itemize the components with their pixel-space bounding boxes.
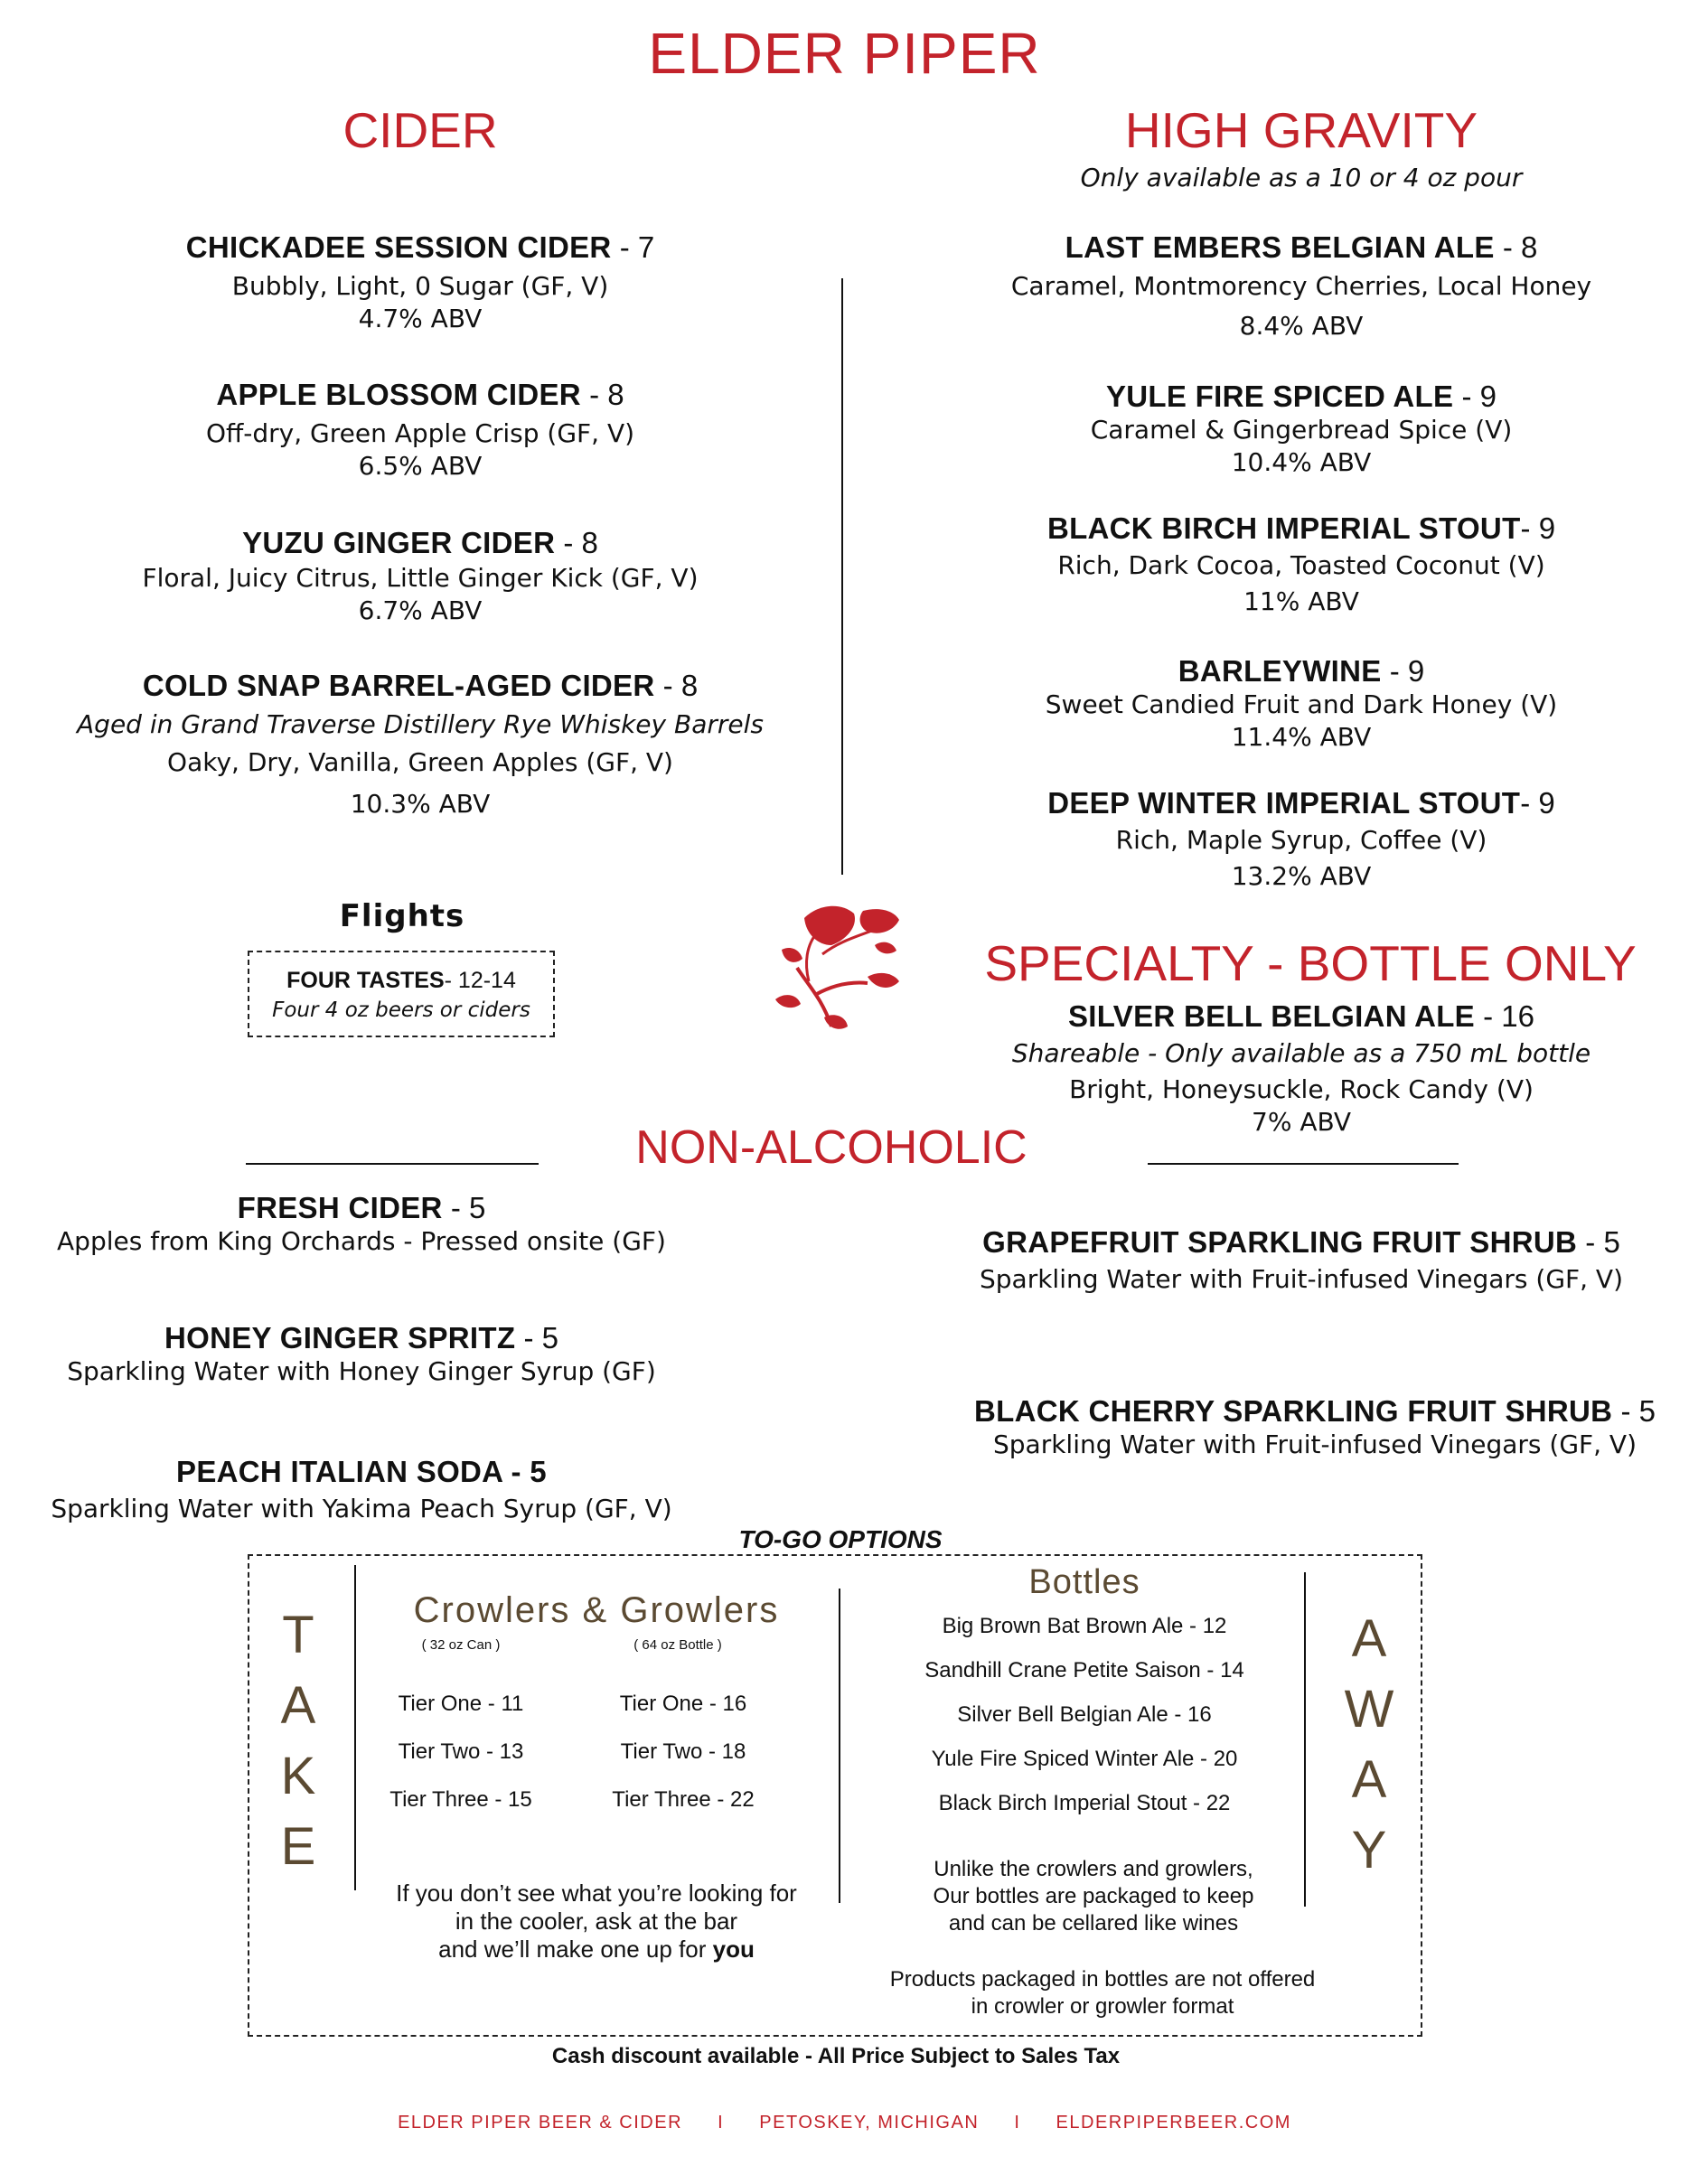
footer-separator: I <box>718 2113 725 2132</box>
item-price: - 5 <box>1612 1394 1656 1428</box>
flights-price: - 12-14 <box>444 968 516 993</box>
footer-separator: I <box>1014 2113 1021 2132</box>
crowler-tier: Tier One - 11 <box>398 1692 524 1716</box>
flights-desc: Four 4 oz beers or ciders <box>272 998 530 1022</box>
take-letter: T <box>282 1606 314 1664</box>
menu-item <box>36 230 804 335</box>
high-gravity-subtitle: Only available as a 10 or 4 oz pour <box>1080 163 1523 192</box>
footer-location: PETOSKEY, MICHIGAN <box>759 2113 980 2132</box>
footer-brand: ELDER PIPER BEER & CIDER <box>398 2113 683 2132</box>
item-abv: 4.7% ABV <box>358 304 483 333</box>
brand-title: ELDER PIPER <box>648 21 1041 86</box>
bottle-item: Silver Bell Belgian Ale - 16 <box>957 1702 1212 1727</box>
item-note: Aged in Grand Traverse Distillery Rye Whiskey Barrels <box>77 709 764 739</box>
item-price: - 5 <box>515 1321 558 1354</box>
footer <box>0 2113 1689 2133</box>
item-price: - 9 <box>1520 511 1556 545</box>
item-name: HONEY GINGER SPRITZ <box>164 1321 516 1354</box>
menu-item <box>36 669 804 820</box>
item-price: - 7 <box>611 230 655 264</box>
note-line: in the cooler, ask at the bar <box>455 1907 738 1935</box>
column-divider <box>841 278 843 875</box>
divider-line <box>246 1163 539 1165</box>
take-vertical <box>271 1605 325 1887</box>
flights-heading: Flights <box>339 898 465 934</box>
menu-item <box>931 654 1672 754</box>
cash-discount-note: Cash discount available - All Price Subject to Sales Tax <box>551 2044 1121 2068</box>
footer-website[interactable]: ELDERPIPERBEER.COM <box>1056 2113 1291 2132</box>
menu-item <box>36 1191 687 1258</box>
menu-item <box>931 786 1672 893</box>
item-abv: 11% ABV <box>1243 586 1359 616</box>
item-desc: Rich, Maple Syrup, Coffee (V) <box>1115 825 1487 855</box>
item-desc: Bright, Honeysuckle, Rock Candy (V) <box>1069 1074 1534 1104</box>
item-price: - 9 <box>1520 786 1555 820</box>
crowler-size: ( 32 oz Can ) <box>421 1637 501 1653</box>
item-name: DEEP WINTER IMPERIAL STOUT <box>1047 786 1521 820</box>
item-name: GRAPEFRUIT SPARKLING FRUIT SHRUB <box>982 1225 1578 1259</box>
item-price: - 9 <box>1453 380 1497 413</box>
item-price: - 5 <box>1577 1225 1620 1259</box>
bottle-item: Sandhill Crane Petite Saison - 14 <box>924 1658 1244 1683</box>
item-abv: 11.4% ABV <box>1231 722 1372 752</box>
to-go-divider <box>1304 1572 1306 1907</box>
item-price: - 8 <box>654 669 699 702</box>
item-name: PEACH ITALIAN SODA - 5 <box>176 1455 547 1488</box>
away-vertical <box>1342 1608 1396 1890</box>
note-emphasis: you <box>712 1936 755 1963</box>
item-abv: 10.4% ABV <box>1231 447 1372 477</box>
item-abv: 13.2% ABV <box>1231 861 1372 891</box>
bottle-item: Black Birch Imperial Stout - 22 <box>938 1791 1231 1815</box>
item-price: - 9 <box>1381 654 1425 688</box>
item-desc: Sparkling Water with Fruit-infused Vinegars (GF, V) <box>992 1429 1637 1459</box>
item-note: Shareable - Only available as a 750 mL bottle <box>1011 1038 1591 1068</box>
note-line: and we’ll make one up for <box>438 1936 713 1963</box>
menu-item <box>931 511 1672 618</box>
item-name: YULE FIRE SPICED ALE <box>1105 380 1454 413</box>
ask-at-bar-note <box>361 1879 831 1964</box>
item-name: COLD SNAP BARREL-AGED CIDER <box>142 669 655 702</box>
away-letter: A <box>1351 1609 1387 1668</box>
note-line: in crowler or growler format <box>971 1994 1234 2019</box>
item-abv: 7% ABV <box>1252 1107 1351 1137</box>
item-name: APPLE BLOSSOM CIDER <box>216 378 581 411</box>
item-price: - 16 <box>1474 999 1535 1033</box>
take-letter: A <box>280 1676 316 1735</box>
menu-item <box>922 1225 1681 1296</box>
flights-name: FOUR TASTES <box>286 968 445 993</box>
menu-item <box>922 1394 1689 1461</box>
crowler-tier: Tier Three - 15 <box>389 1787 532 1812</box>
cider-heading: CIDER <box>342 102 498 158</box>
specialty-heading: SPECIALTY - BOTTLE ONLY <box>984 935 1637 991</box>
item-desc: Off-dry, Green Apple Crisp (GF, V) <box>205 418 635 448</box>
menu-item <box>36 378 804 483</box>
crowler-tier: Tier Two - 13 <box>398 1739 524 1764</box>
growler-tier: Tier One - 16 <box>619 1692 747 1716</box>
item-desc: Caramel, Montmorency Cherries, Local Honey <box>1010 271 1592 301</box>
item-desc: Apples from King Orchards - Pressed onsite (GF) <box>57 1226 666 1256</box>
item-desc: Sparkling Water with Fruit-infused Vinegars (GF, V) <box>979 1264 1624 1294</box>
note-line: Products packaged in bottles are not offered <box>889 1967 1316 1992</box>
item-price: - 5 <box>442 1191 486 1224</box>
bottle-item: Big Brown Bat Brown Ale - 12 <box>942 1614 1227 1638</box>
note-line: Unlike the crowlers and growlers, <box>934 1857 1253 1881</box>
item-desc: Sparkling Water with Yakima Peach Syrup (GF, V) <box>51 1494 672 1523</box>
non-alcoholic-heading: NON-ALCOHOLIC <box>635 1121 1027 1174</box>
flights-box <box>248 951 555 1037</box>
divider-line <box>1148 1163 1459 1165</box>
item-name: BLACK CHERRY SPARKLING FRUIT SHRUB <box>974 1394 1613 1428</box>
menu-item <box>36 1321 687 1388</box>
crowlers-heading: Crowlers & Growlers <box>413 1590 780 1630</box>
item-desc: Bubbly, Light, 0 Sugar (GF, V) <box>231 271 609 301</box>
item-desc: Caramel & Gingerbread Spice (V) <box>1090 415 1513 445</box>
menu-item <box>931 380 1672 479</box>
high-gravity-heading: HIGH GRAVITY <box>1124 102 1478 158</box>
item-price: - 8 <box>1494 230 1538 264</box>
item-desc: Rich, Dark Cocoa, Toasted Coconut (V) <box>1057 550 1545 580</box>
item-name: YUZU GINGER CIDER <box>242 526 556 559</box>
item-name: LAST EMBERS BELGIAN ALE <box>1065 230 1495 264</box>
growler-size: ( 64 oz Bottle ) <box>633 1637 722 1653</box>
item-name: SILVER BELL BELGIAN ALE <box>1067 999 1475 1033</box>
growler-tier: Tier Three - 22 <box>612 1787 755 1812</box>
away-letter: A <box>1351 1750 1387 1809</box>
item-name: FRESH CIDER <box>237 1191 443 1224</box>
menu-item <box>931 230 1672 342</box>
growler-tier: Tier Two - 18 <box>620 1739 746 1764</box>
note-line: If you don’t see what you’re looking for <box>396 1879 797 1907</box>
logo-branch-icon <box>768 900 913 1036</box>
away-letter: W <box>1344 1680 1394 1739</box>
item-name: CHICKADEE SESSION CIDER <box>185 230 612 264</box>
item-name: BARLEYWINE <box>1178 654 1382 688</box>
to-go-divider <box>839 1589 840 1903</box>
item-desc: Sweet Candied Fruit and Dark Honey (V) <box>1045 689 1558 719</box>
take-letter: K <box>280 1747 316 1805</box>
item-price: - 8 <box>555 526 598 559</box>
item-desc: Oaky, Dry, Vanilla, Green Apples (GF, V) <box>167 747 673 777</box>
elder-piper-logo <box>768 900 913 1036</box>
menu-item <box>949 999 1654 1139</box>
away-letter: Y <box>1351 1821 1387 1879</box>
item-desc: Floral, Juicy Citrus, Little Ginger Kick (GF, V) <box>142 563 699 593</box>
item-price: - 8 <box>580 378 624 411</box>
to-go-divider <box>354 1565 356 1890</box>
item-desc: Sparkling Water with Honey Ginger Syrup (GF) <box>67 1356 656 1386</box>
bottle-format-note <box>840 1966 1365 2020</box>
note-line: and can be cellared like wines <box>948 1911 1239 1936</box>
note-line: Our bottles are packaged to keep <box>933 1884 1254 1908</box>
item-abv: 6.7% ABV <box>358 595 483 625</box>
menu-item <box>36 1455 687 1525</box>
item-abv: 10.3% ABV <box>350 789 491 819</box>
item-name: BLACK BIRCH IMPERIAL STOUT <box>1046 511 1521 545</box>
cellar-note <box>868 1856 1319 1937</box>
menu-item <box>36 526 804 627</box>
bottle-item: Yule Fire Spiced Winter Ale - 20 <box>931 1747 1238 1771</box>
take-letter: E <box>280 1817 316 1876</box>
item-abv: 6.5% ABV <box>358 451 483 481</box>
item-abv: 8.4% ABV <box>1239 311 1364 341</box>
bottles-heading: Bottles <box>1028 1563 1140 1601</box>
to-go-heading: TO-GO OPTIONS <box>738 1525 943 1553</box>
